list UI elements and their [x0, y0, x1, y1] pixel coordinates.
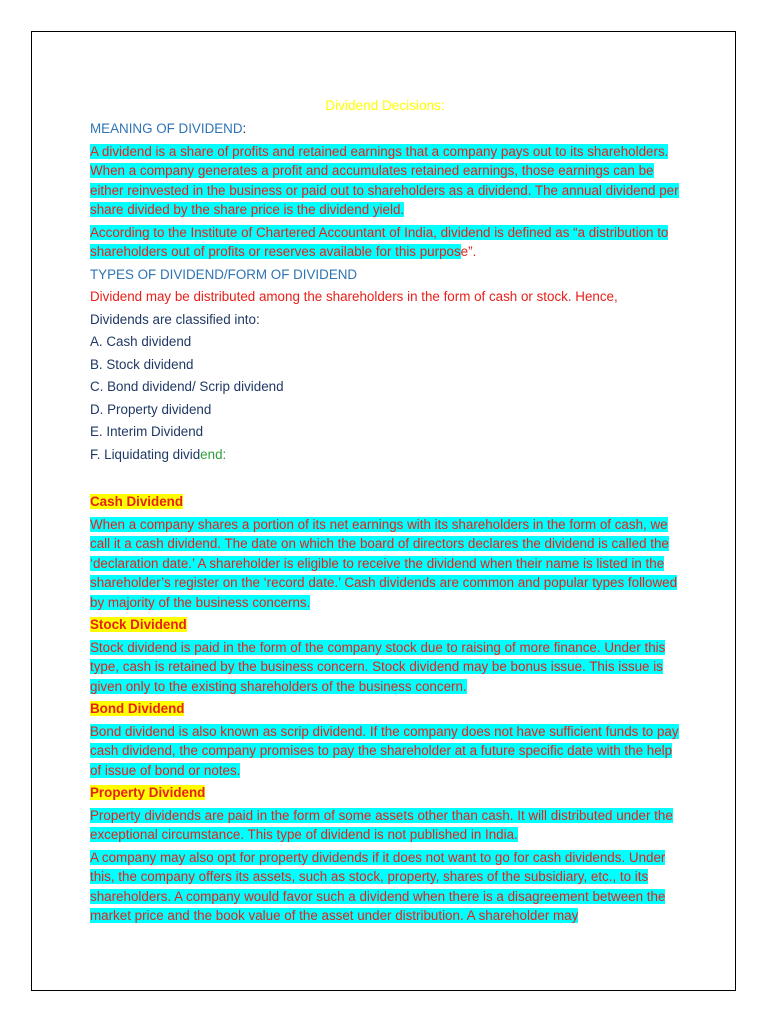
section-paragraph-text: Bond dividend is also known as scrip dividend. If the company does not have sufficient funds to pay cash dividend, the company promises to pay the shareholder at a future specific date with the help of issue of bond or notes. [90, 723, 679, 778]
meaning-paragraph-1-text: A dividend is a share of profits and retained earnings that a company pays out to its shareholders. When a company generates a profit and accumulates retained earnings, those earnings can be either reinvested in the business or paid out to shareholders as a dividend. The annual dividend per share divided by the share price is the dividend yield. [90, 143, 679, 217]
section-paragraph-text: A company may also opt for property dividends if it does not want to go for cash dividends. Under this, the company offers its assets, such as stock, property, shares of the subsidiary, etc., to its shareholders. A company would favor such a dividend when there is a disagreement between the market price and the book value of the asset under distribution. A shareholder may [90, 849, 666, 923]
meaning-heading [90, 119, 680, 139]
section-heading [90, 615, 680, 635]
section-paragraph [90, 638, 680, 697]
meaning-paragraph-2-tail: e”. [460, 244, 477, 259]
section-paragraph-text: Stock dividend is paid in the form of the company stock due to raising of more finance. Under this type, cash is retained by the business concern. Stock dividend may be bonus issue. This issue is given only to the existing shareholders of the business concern. [90, 639, 666, 694]
types-list-item: B. Stock dividend [90, 356, 194, 372]
spacer [90, 467, 680, 492]
section-paragraph [90, 806, 680, 845]
meaning-paragraph-2-text: According to the Institute of Chartered Accountant of India, dividend is defined as “a distribution to shareholders out of profits or reserves available for this purpos [90, 224, 669, 259]
meaning-paragraph-1 [90, 142, 680, 220]
section-paragraph [90, 515, 680, 613]
section-paragraph [90, 848, 680, 926]
meaning-paragraph-2 [90, 223, 680, 262]
classified-line: Dividends are classified into: [90, 311, 260, 327]
section-heading-text: Bond Dividend [90, 701, 185, 716]
types-list-item-last-tail: end: [200, 446, 227, 462]
types-list-item-last [90, 445, 680, 465]
document-body [90, 96, 680, 929]
types-intro: Dividend may be distributed among the shareholders in the form of cash or stock. Hence, [90, 289, 618, 304]
section-heading [90, 783, 680, 803]
meaning-heading-colon: : [242, 121, 247, 136]
types-list [90, 332, 680, 442]
section-paragraph-text: When a company shares a portion of its net earnings with its shareholders in the form of cash, we call it a cash dividend. The date on which the board of directors declares the dividend is called the ‘declaration date.’ A shareholder is eligible to receive the dividend when their name is listed in the shareholder’s register on the ‘record date.’ Cash dividends are common and popular types followed by majority of the business concerns. [90, 516, 678, 610]
types-list-item: D. Property dividend [90, 401, 212, 417]
section-heading-text: Property Dividend [90, 785, 206, 800]
types-heading: TYPES OF DIVIDEND/FORM OF DIVIDEND [90, 266, 358, 282]
dividend-sections [90, 492, 680, 926]
section-heading-text: Cash Dividend [90, 494, 184, 509]
types-list-item-last-main: F. Liquidating divid [90, 446, 201, 462]
document-title: Dividend Decisions: [325, 98, 445, 113]
types-list-item: E. Interim Dividend [90, 424, 204, 439]
types-list-item: A. Cash dividend [90, 334, 192, 349]
section-heading-text: Stock Dividend [90, 617, 187, 632]
meaning-heading-text: MEANING OF DIVIDEND [90, 121, 243, 136]
section-paragraph-text: Property dividends are paid in the form of some assets other than cash. It will distributed under the exceptional circumstance. This type of dividend is not published in India. [90, 807, 673, 842]
section-heading [90, 699, 680, 719]
section-paragraph [90, 722, 680, 781]
section-heading [90, 492, 680, 512]
types-list-item: C. Bond dividend/ Scrip dividend [90, 379, 284, 394]
